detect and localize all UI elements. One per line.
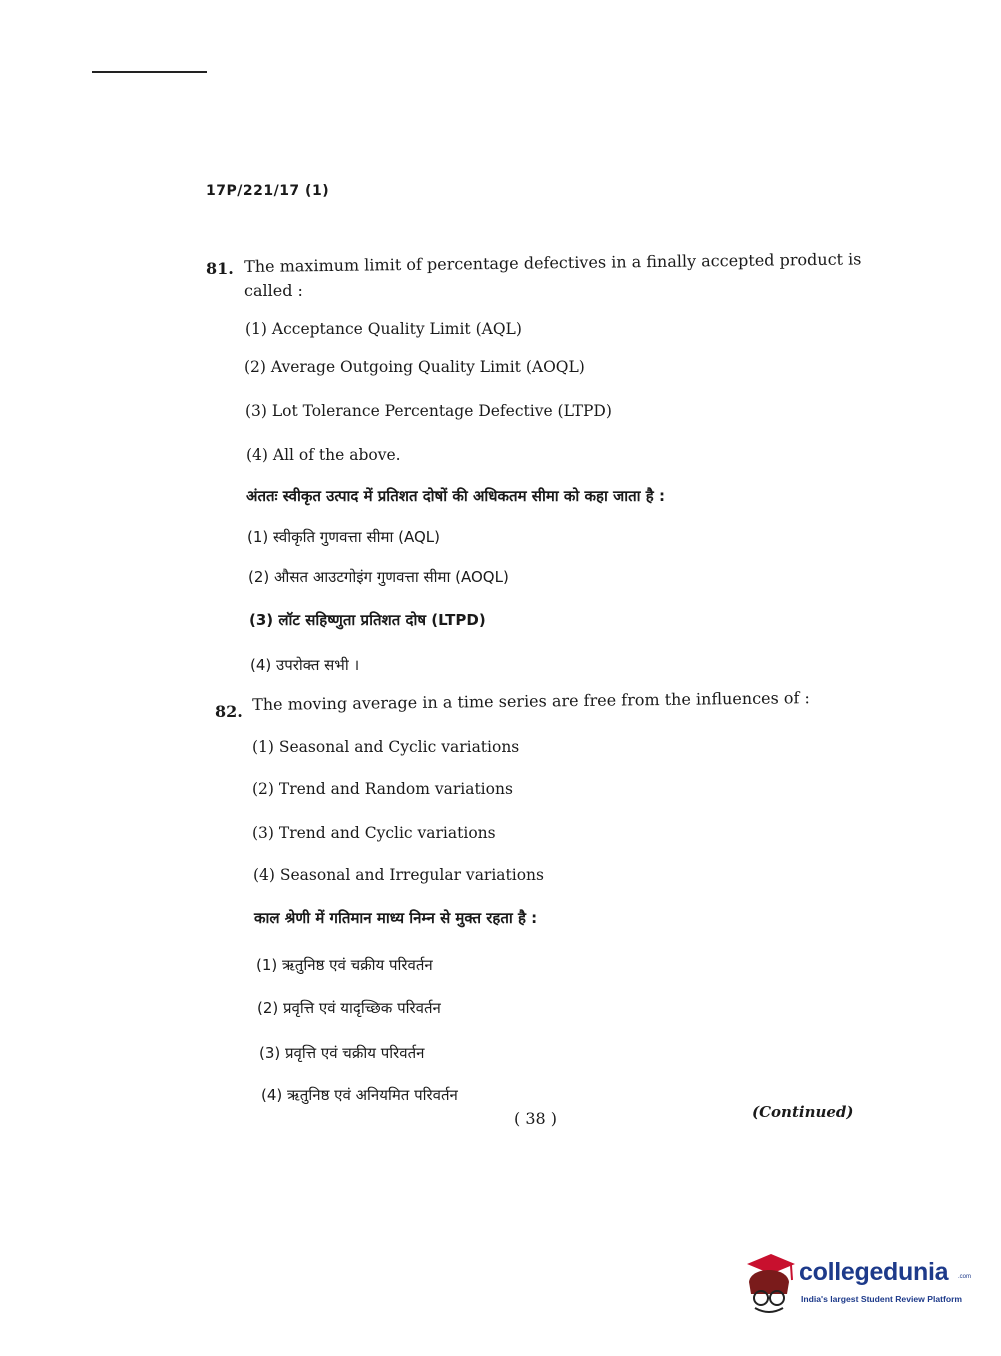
continued-label: (Continued) bbox=[752, 1103, 854, 1121]
question-text: The maximum limit of percentage defectives in a finally accepted product is bbox=[244, 249, 862, 276]
option-hi: (3) प्रवृत्ति एवं चक्रीय परिवर्तन bbox=[259, 1044, 425, 1062]
top-rule bbox=[92, 71, 207, 73]
option-en: (3) Trend and Cyclic variations bbox=[252, 824, 496, 842]
option-hi: (2) प्रवृत्ति एवं यादृच्छिक परिवर्तन bbox=[257, 999, 441, 1017]
option-hi: (2) औसत आउटगोइंग गुणवत्ता सीमा (AOQL) bbox=[248, 568, 509, 586]
collegedunia-watermark bbox=[741, 1250, 971, 1320]
question-text-cont: called : bbox=[244, 281, 303, 300]
paper-code: 17P/221/17 (1) bbox=[206, 183, 330, 199]
option-en: (4) All of the above. bbox=[246, 446, 401, 464]
option-en: (1) Acceptance Quality Limit (AQL) bbox=[245, 320, 522, 338]
option-en: (1) Seasonal and Cyclic variations bbox=[252, 738, 520, 756]
question-number: 81. bbox=[206, 259, 234, 278]
option-hi: (4) ऋतुनिष्ठ एवं अनियमित परिवर्तन bbox=[261, 1086, 458, 1104]
question-text-hindi: अंततः स्वीकृत उत्पाद में प्रतिशत दोषों की अधिकतम सीमा को कहा जाता है : bbox=[246, 487, 665, 505]
option-en: (3) Lot Tolerance Percentage Defective (LTPD) bbox=[245, 402, 612, 420]
brand-domain: .com bbox=[958, 1274, 972, 1280]
option-en: (2) Average Outgoing Quality Limit (AOQL) bbox=[244, 358, 585, 376]
option-en: (2) Trend and Random variations bbox=[252, 780, 513, 798]
question-number: 82. bbox=[215, 702, 243, 721]
question-text-hindi: काल श्रेणी में गतिमान माध्य निम्न से मुक्त रहता है : bbox=[254, 909, 538, 927]
option-hi: (1) स्वीकृति गुणवत्ता सीमा (AQL) bbox=[247, 528, 440, 546]
option-hi: (1) ऋतुनिष्ठ एवं चक्रीय परिवर्तन bbox=[256, 956, 433, 974]
option-hi: (3) लॉट सहिष्णुता प्रतिशत दोष (LTPD) bbox=[249, 611, 486, 629]
option-en: (4) Seasonal and Irregular variations bbox=[253, 866, 544, 884]
option-hi: (4) उपरोक्त सभी । bbox=[250, 656, 360, 674]
page-number: ( 38 ) bbox=[514, 1109, 558, 1128]
question-text: The moving average in a time series are free from the influences of : bbox=[252, 688, 810, 714]
brand-tagline: India's largest Student Review Platform bbox=[801, 1294, 963, 1304]
brand-name: collegedunia bbox=[799, 1258, 949, 1286]
mascot-icon bbox=[741, 1250, 797, 1314]
